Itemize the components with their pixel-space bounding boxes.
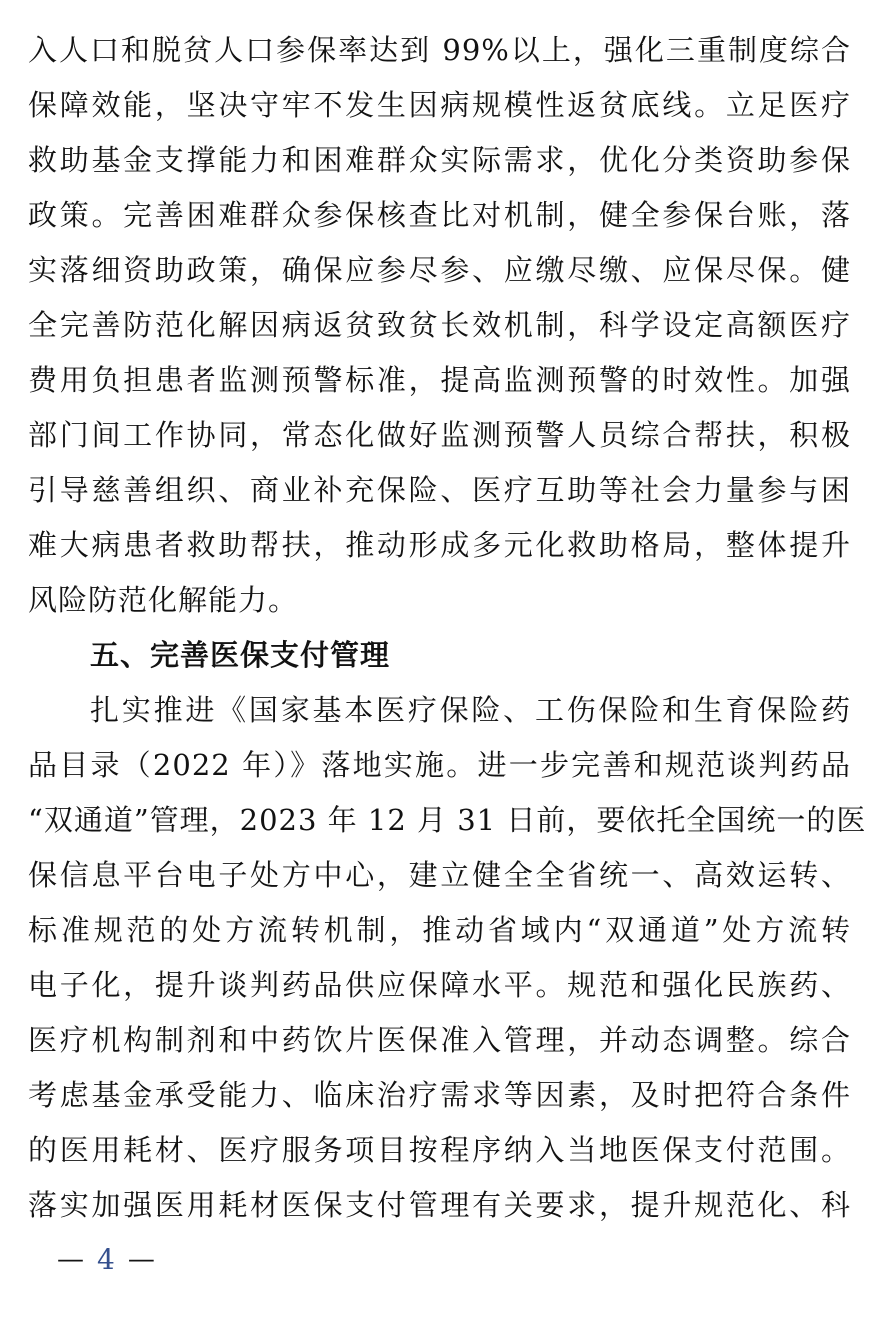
text-line: 入人口和脱贫人口参保率达到 99%以上，强化三重制度综合: [28, 33, 851, 67]
text-line: 全完善防范化解因病返贫致贫长效机制，科学设定高额医疗: [28, 308, 851, 342]
text-line: “双通道”管理，2023 年 12 月 31 日前，要依托全国统一的医: [28, 803, 867, 837]
text-line: 保信息平台电子处方中心，建立健全全省统一、高效运转、: [28, 858, 851, 892]
text-line: 扎实推进《国家基本医疗保险、工伤保险和生育保险药: [90, 693, 851, 727]
text-line: 实落细资助政策，确保应参尽参、应缴尽缴、应保尽保。健: [28, 253, 851, 287]
page-footer: [57, 1244, 155, 1276]
text-line: 电子化，提升谈判药品供应保障水平。规范和强化民族药、: [28, 968, 851, 1002]
text-line: 难大病患者救助帮扶，推动形成多元化救助格局，整体提升: [28, 528, 851, 562]
paragraph-two: [28, 683, 867, 1233]
paragraph-continuation: [28, 23, 851, 628]
footer-dash-left: —: [57, 1244, 84, 1275]
text-line: 考虑基金承受能力、临床治疗需求等因素，及时把符合条件: [28, 1078, 851, 1112]
text-line: 医疗机构制剂和中药饮片医保准入管理，并动态调整。综合: [28, 1023, 851, 1057]
document-body: [28, 23, 867, 1233]
text-line: 引导慈善组织、商业补充保险、医疗互助等社会力量参与困: [28, 473, 851, 507]
footer-dash-right: —: [127, 1244, 155, 1275]
text-line: 品目录（2022 年）》落地实施。进一步完善和规范谈判药品: [28, 748, 851, 782]
text-line: 标准规范的处方流转机制，推动省域内“双通道”处方流转: [28, 913, 851, 947]
text-line: 政策。完善困难群众参保核查比对机制，健全参保台账，落: [28, 198, 851, 232]
section-heading: 五、完善医保支付管理: [90, 638, 391, 672]
footer-page-number: 4: [97, 1243, 115, 1276]
text-line: 风险防范化解能力。: [28, 583, 299, 617]
text-line: 保障效能，坚决守牢不发生因病规模性返贫底线。立足医疗: [28, 88, 851, 122]
text-line: 救助基金支撑能力和困难群众实际需求，优化分类资助参保: [28, 143, 851, 177]
text-line: 部门间工作协同，常态化做好监测预警人员综合帮扶，积极: [28, 418, 851, 452]
text-line: 费用负担患者监测预警标准，提高监测预警的时效性。加强: [28, 363, 851, 397]
text-line: 的医用耗材、医疗服务项目按程序纳入当地医保支付范围。: [28, 1133, 851, 1167]
text-line: 落实加强医用耗材医保支付管理有关要求，提升规范化、科: [28, 1188, 851, 1222]
